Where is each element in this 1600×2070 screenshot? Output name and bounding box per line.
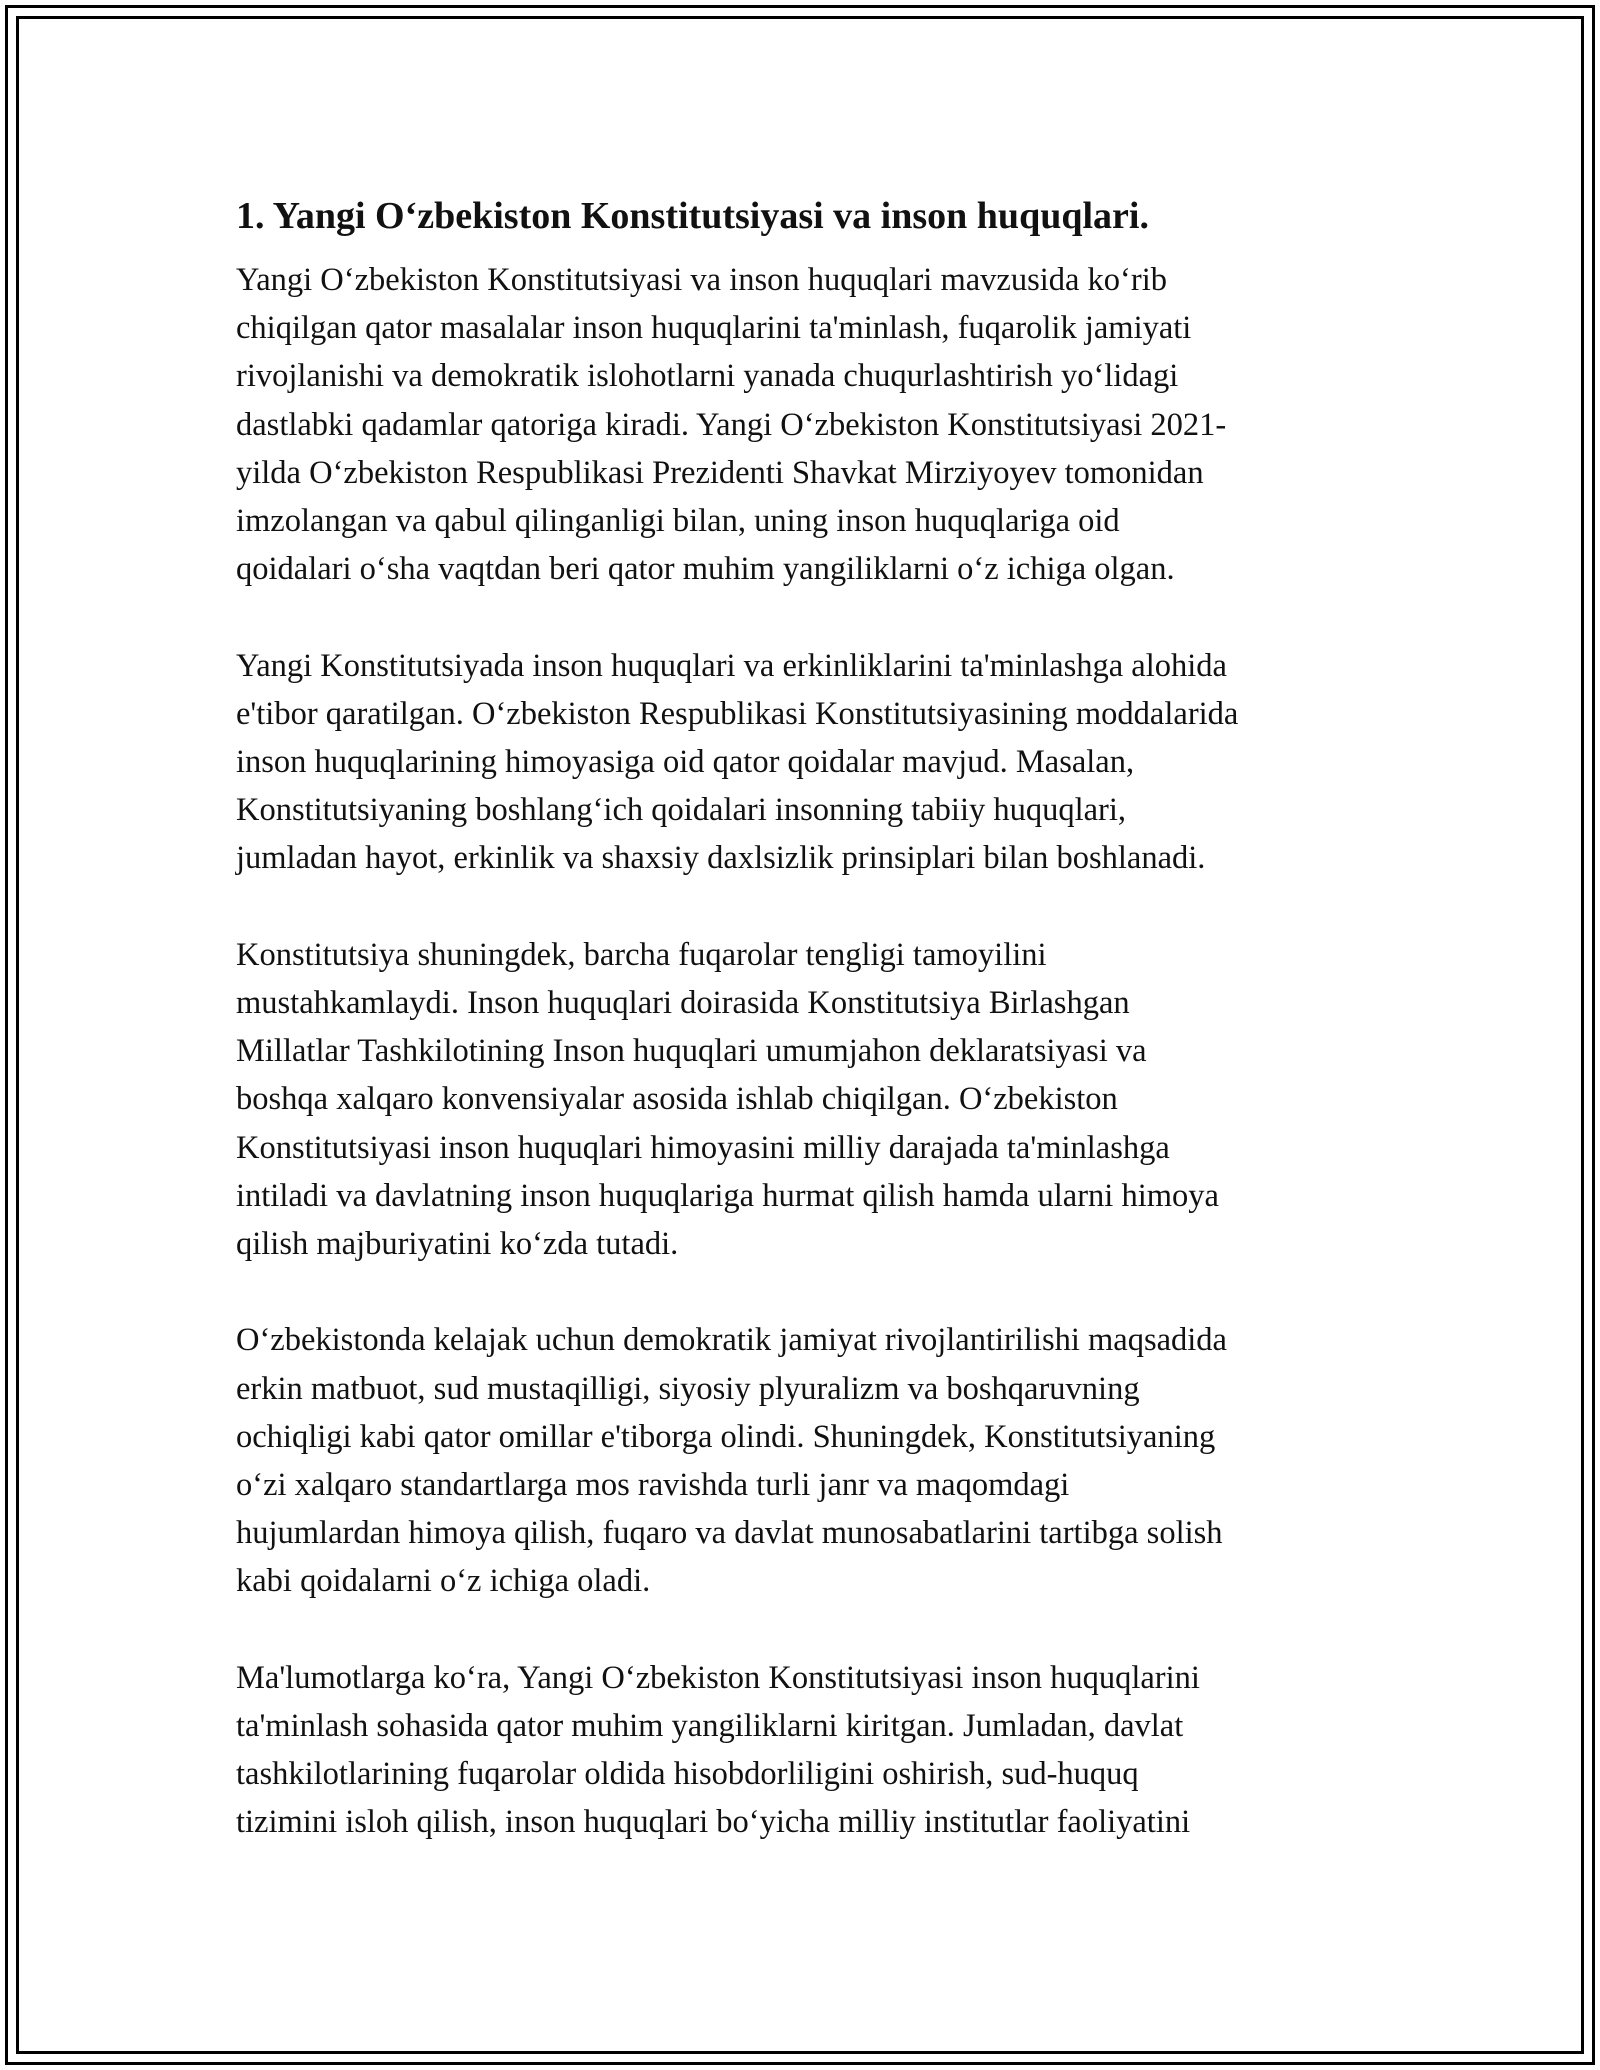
paragraph-4: O‘zbekistonda kelajak uchun demokratik jamiyat rivojlantirilishi maqsadida erkin matbuot, sud mustaqilligi, siyosiy plyuralizm va boshqaruvning ochiqligi kabi qator omillar e'tiborga olindi. Shuningdek, Konstitutsiyaning o‘zi xalqaro standartlarga mos ravishda turli janr va maqomdagi hujumlardan himoya qilish, fuqaro va davlat munosabatlarini tartibga solish kabi qoidalarni o‘z ichiga oladi. xyxy=(236,1322,1227,1600)
paragraph-3: Konstitutsiya shuningdek, barcha fuqarolar tengligi tamoyilini mustahkamlaydi. Inson huquqlari doirasida Konstitutsiya Birlashgan Millatlar Tashkilotining Inson huquqlari umumjahon deklaratsiyasi va boshqa xalqaro konvensiyalar asosida ishlab chiqilgan. O‘zbekiston Konstitutsiyasi inson huquqlari himoyasini milliy darajada ta'minlashga intiladi va davlatning inson huquqlariga hurmat qilish hamda ularni himoya qilish majburiyatini ko‘zda tutadi. xyxy=(236,936,1219,1263)
document-heading: 1. Yangi O‘zbekiston Konstitutsiyasi va inson huquqlari. xyxy=(236,195,1149,237)
paragraph-2: Yangi Konstitutsiyada inson huquqlari va erkinliklarini ta'minlashga alohida e'tibor qaratilgan. O‘zbekiston Respublikasi Konstitutsiyasining moddalarida inson huquqlarining himoyasiga oid qator qoidalar mavjud. Masalan, Konstitutsiyaning boshlang‘ich qoidalari insonning tabiiy huquqlari, jumladan hayot, erkinlik va shaxsiy daxlsizlik prinsiplari bilan boshlanadi. xyxy=(236,647,1239,877)
paragraph-5: Ma'lumotlarga ko‘ra, Yangi O‘zbekiston Konstitutsiyasi inson huquqlarini ta'minlash sohasida qator muhim yangiliklarni kiritgan. Jumladan, davlat tashkilotlarining fuqarolar oldida hisobdorliligini oshirish, sud-huquq tizimini isloh qilish, inson huquqlari bo‘yicha milliy institutlar faoliyatini xyxy=(236,1659,1200,1841)
document-body xyxy=(236,186,1386,1847)
paragraph-1: Yangi O‘zbekiston Konstitutsiyasi va inson huquqlari mavzusida ko‘rib chiqilgan qator masalalar inson huquqlarini ta'minlash, fuqarolik jamiyati rivojlanishi va demokratik islohotlarni yanada chuqurlashtirish yo‘lidagi dastlabki qadamlar qatoriga kiradi. Yangi O‘zbekiston Konstitutsiyasi 2021- yilda O‘zbekiston Respublikasi Prezidenti Shavkat Mirziyoyev tomonidan imzolangan va qabul qilinganligi bilan, uning inson huquqlariga oid qoidalari o‘sha vaqtdan beri qator muhim yangiliklarni o‘z ichiga olgan. xyxy=(236,262,1227,588)
